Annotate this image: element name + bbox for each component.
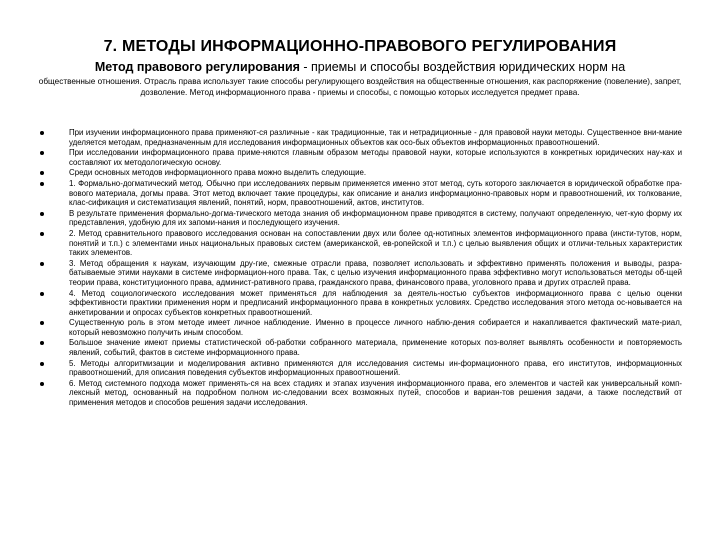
list-item-text: 3. Метод обращения к наукам, изучающим дру-гие, смежные отрасли права, позволяет использовать и эффективно применять положения и выводы, разра-батываемые этими науками в системе информацион-ного права. Так, с целью изучения информационного права эффективно могут использоваться методы об-щей теории права, конституционного права, админист-ративного права, гражданского права, финансового права, уголовного права и других отраслей права.: [69, 258, 682, 287]
list-item: [40, 209, 682, 228]
list-item-text: 2. Метод сравнительного правового исследования основан на сопоставлении двух или более од-нотипных элементов информационного права (инсти-тутов, норм, понятий и т.п.) с элементами иных национальных правовых систем (американской, ев-ропейской и т.п.) с целью выявления общих и отличи-тельных характеристик таких элементов.: [69, 228, 682, 258]
bullet-icon: [40, 182, 44, 186]
bullet-icon: [40, 341, 44, 345]
list-item: [40, 289, 682, 318]
intro-paragraph: общественные отношения. Отрасль права использует такие способы регулирующего воздействия на общественные отношения, как распоряжение (повеление), запрет, дозволение. Метод информационного права - приемы и способы, с помощью которых исследуется предмет права.: [38, 77, 682, 97]
list-item: [40, 168, 682, 178]
bullet-icon: [40, 151, 44, 155]
list-item: [40, 379, 682, 408]
list-item-text: 6. Метод системного подхода может применять-ся на всех стадиях и этапах изучения информационного права, его элементов и частей как универсальный комп-лексный метод, основанный на подробном полном ис-следовании всех возможных путей, способов и вариан-тов решения задачи, а также последствий от применения методов и способов решения задачи исследования.: [69, 378, 682, 408]
list-item: [40, 179, 682, 208]
bullet-icon: [40, 131, 44, 135]
list-item-text: 4. Метод социологического исследования может применяться для наблюдения за деятель-ностью субъектов информационного права с целью оценки эффективности практики применения норм и предписаний информационного права в конкретных условиях. Средство исследования этого метода ос-новывается на анкетировании и опросах субъектов конкретных правоотношений.: [69, 288, 682, 317]
list-item: [40, 359, 682, 378]
bullet-icon: [40, 362, 44, 366]
list-item: [40, 259, 682, 288]
subtitle: [30, 60, 690, 75]
subtitle-definition: - приемы и способы воздействия юридических норм на: [299, 60, 626, 74]
bullet-icon: [40, 262, 44, 266]
list-item: [40, 338, 682, 357]
list-item: [40, 148, 682, 167]
bullet-icon: [40, 292, 44, 296]
list-item-text: 5. Методы алгоритмизации и моделирования активно применяются для исследования системы ин-формационного права, его институтов, информационных правоотношений, для описания поведения субъектов информационных правоотношений.: [69, 358, 682, 378]
list-item: [40, 128, 682, 147]
list-item-text: 1. Формально-догматический метод. Обычно при исследованиях первым применяется именно этот метод, суть которого заключается в юридической обработке пра-вового материала, догмы права. Этот метод включает такие процедуры, как описание и анализ информационно-правовых норм и правоотношений, их толкование, клас-сификация и систематизация явлений, понятий, норм, правоотношений, актов, институтов.: [69, 178, 682, 208]
list-item-text: Существенную роль в этом методе имеет личное наблюдение. Именно в процессе личного наблю-дения собирается и накапливается фактический мате-риал, который невозможно получить иным способом.: [69, 318, 682, 337]
bullet-icon: [40, 171, 44, 175]
bullet-icon: [40, 321, 44, 325]
bullet-icon: [40, 382, 44, 386]
list-item: [40, 229, 682, 258]
list-item-text: В результате применения формально-догма-тического метода знания об информационном праве приводятся в систему, получают определенную, чет-кую форму их представления, удобную для их запоми-нания и последующего изучения.: [69, 208, 682, 228]
list-item-text: Большое значение имеют приемы статистической об-работки собранного материала, применение которых поз-воляет выявлять особенности и повторяемость явлений, событий, фактов в системе информационного права.: [69, 338, 682, 358]
bullet-icon: [40, 232, 44, 236]
list-item-text: При исследовании информационного права приме-няются главным образом методы правовой науки, которые используются в конкретных юридических нау-ках и составляют их методологическую основу.: [69, 148, 682, 167]
bullet-list: [40, 128, 682, 409]
bullet-icon: [40, 212, 44, 216]
page-title: 7. МЕТОДЫ ИНФОРМАЦИОННО-ПРАВОВОГО РЕГУЛИРОВАНИЯ: [103, 38, 617, 55]
subtitle-term: Метод правового регулирования: [94, 60, 300, 74]
list-item-text: Среди основных методов информационного права можно выделить следующие.: [69, 168, 367, 178]
list-item-text: При изучении информационного права применяют-ся различные - как традиционные, так и нетрадиционные - для правовой науки методы. Существенное вни-мание уделяется методам, предназначенным для исследования информационных объектов как осо-бых объектов информационных правоотношений.: [69, 128, 682, 147]
list-item: [40, 318, 682, 337]
